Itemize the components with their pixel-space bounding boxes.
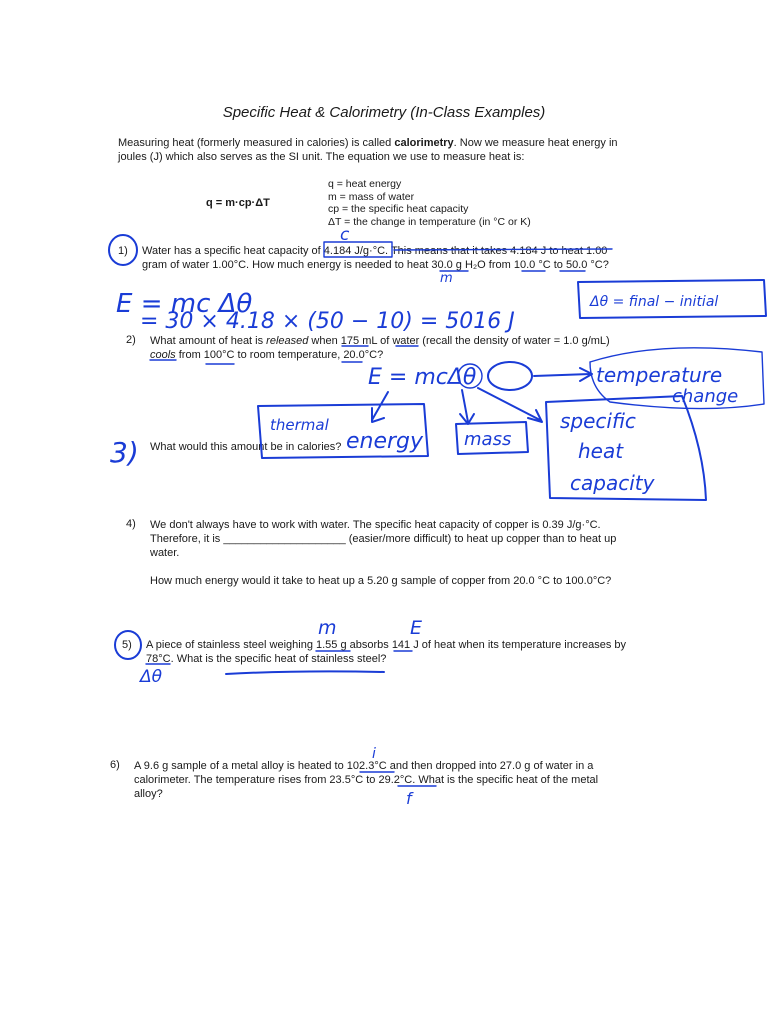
q1-c-label: c (340, 225, 350, 245)
label-specific: specific (560, 409, 636, 433)
variable-definitions (328, 178, 531, 228)
definition-cp: cp = the specific heat capacity (328, 203, 469, 215)
q4-line-2: Therefore, it is ____________________ (easier/more difficult) to heat up copper than to heat up (150, 533, 617, 545)
label-thermal: thermal (270, 416, 329, 434)
q4-text (150, 518, 630, 588)
q4-line-4: How much energy would it take to heat up a 5.20 g sample of copper from 20.0 °C to 100.0°C? (150, 575, 612, 587)
page-title: Specific Heat & Calorimetry (In-Class Examples) (222, 104, 546, 121)
q4-line-3: water. (150, 547, 180, 559)
q2-released: released (266, 335, 309, 347)
q5-line-2: 78°C. What is the specific heat of stainless steel? (146, 653, 387, 665)
heat-equation: q = m·cp·ΔT (206, 197, 270, 209)
q2-text (150, 334, 630, 362)
label-change: change (672, 386, 739, 407)
intro-line-1 (118, 136, 648, 150)
intro-paragraph (118, 136, 648, 164)
mass-box (456, 422, 528, 454)
arrow-to-mass (460, 390, 474, 424)
specific-heat-box (546, 396, 706, 500)
arrow-to-specific-heat (478, 388, 542, 422)
q5-dtheta-label: Δθ (140, 667, 163, 687)
q5-m-label: m (318, 617, 337, 639)
q1-delta-box (578, 280, 766, 318)
circle-dtheta (488, 362, 532, 390)
q5-E-label: E (410, 617, 423, 639)
q1-line-2: gram of water 1.00°C. How much energy is needed to heat 30.0 g H₂O from 10.0 °C to 50.0 °C? (142, 259, 609, 271)
q2-cools: cools (150, 349, 176, 361)
q5-line-1: A piece of stainless steel weighing 1.55 g absorbs 141 J of heat when its temperature increases by (146, 639, 627, 651)
definition-q: q = heat energy (328, 178, 402, 190)
q4-line-1: We don't always have to work with water. The specific heat capacity of copper is 0.39 J/g·°C. (150, 519, 601, 531)
intro-term-calorimetry: calorimetry (394, 137, 454, 149)
q4-number: 4) (126, 518, 136, 530)
label-temperature: temperature (596, 363, 723, 387)
q5-answer-line (226, 671, 384, 674)
label-heat: heat (578, 439, 624, 463)
q2-line-2 (150, 348, 630, 362)
q5-text (146, 638, 646, 666)
circle-c (458, 364, 482, 388)
q1-text (142, 244, 642, 272)
q1-work-line-1: E = mc Δθ (116, 289, 253, 319)
label-mass: mass (464, 429, 512, 450)
q2-line-1 (150, 334, 630, 348)
q2-equation: E = mcΔθ (368, 365, 477, 390)
q1-number: 1) (118, 245, 128, 257)
q3-handwritten-number: 3) (110, 436, 139, 469)
q2-number: 2) (126, 334, 136, 346)
arrow-to-temperature (534, 368, 592, 381)
q6-line-1: A 9.6 g sample of a metal alloy is heated to 102.3°C and then dropped into 27.0 g of water in a (134, 760, 594, 772)
q3-text: What would this amount be in calories? (150, 441, 342, 453)
intro-text-c: . Now we measure heat energy in (453, 137, 618, 149)
label-capacity: capacity (570, 471, 655, 495)
intro-text-a: Measuring heat (formerly measured in calories) is called (118, 137, 395, 149)
q6-f-label: f (406, 789, 412, 808)
intro-line-2: joules (J) which also serves as the SI unit. The equation we use to measure heat is: (118, 151, 525, 163)
q1-delta-box-text: Δθ = final − initial (590, 294, 719, 310)
q6-line-3: alloy? (134, 788, 163, 800)
definition-m: m = mass of water (328, 190, 415, 203)
q6-i-label: i (372, 746, 376, 762)
label-energy: energy (346, 429, 424, 454)
definition-dt: ΔT = the change in temperature (in °C or K) (328, 215, 531, 228)
q6-number: 6) (110, 759, 120, 771)
q1-work-line-2: = 30 × 4.18 × (50 − 10) = 5016 J (140, 309, 515, 334)
q2-text-a: What amount of heat is (150, 335, 267, 347)
q5-number: 5) (122, 639, 132, 651)
q6-text (134, 759, 644, 801)
q1-m-label: m (440, 271, 453, 286)
arrow-to-energy (372, 392, 388, 422)
q1-line-1: Water has a specific heat capacity of 4.184 J/g·°C. This means that it takes 4.184 J to heat 1.00 (142, 245, 608, 257)
q6-line-2: calorimeter. The temperature rises from 23.5°C to 29.2°C. What is the specific heat of the metal (134, 774, 599, 786)
q2-text-c: when 175 mL of water (recall the density of water = 1.0 g/mL) (308, 335, 610, 347)
q2-text-d: from 100°C to room temperature, 20.0°C? (175, 349, 384, 361)
